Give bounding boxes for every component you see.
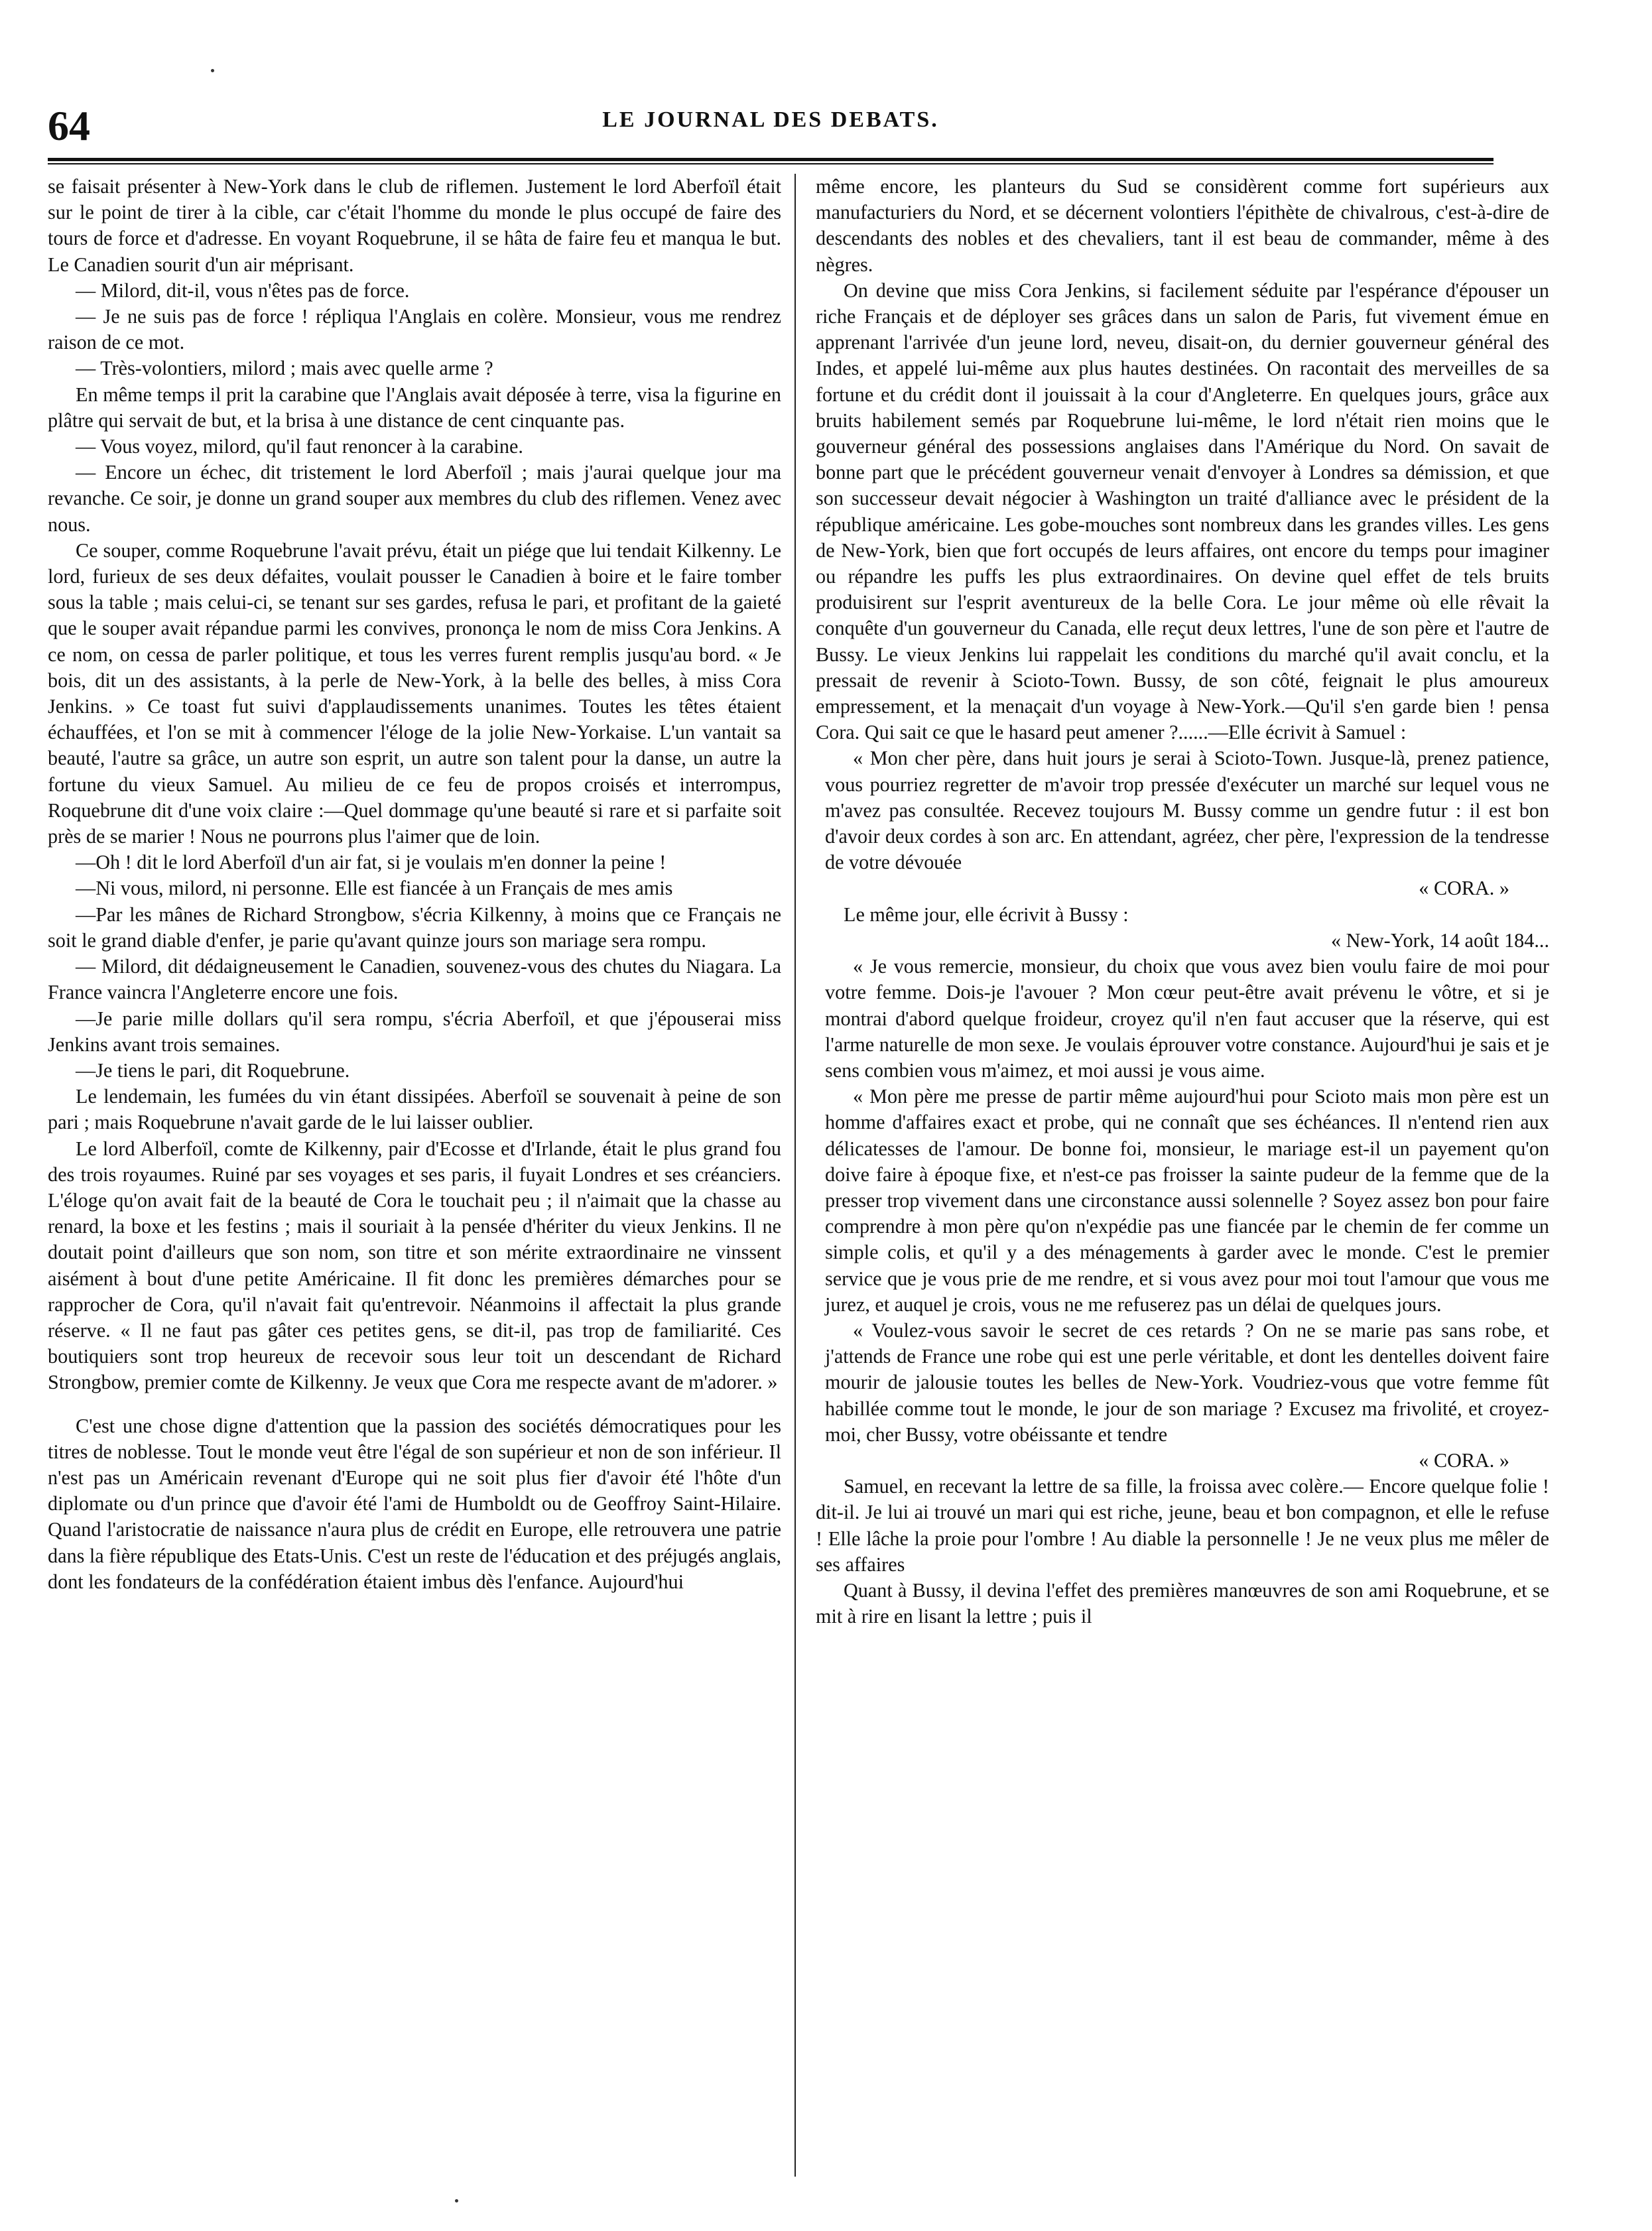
letter-paragraph: « Mon cher père, dans huit jours je serai à Scioto-Town. Jusque-là, prenez patience, vous pourriez regretter de m'avoir trop pressée d'exécuter un marché sur lequel vous ne m'avez pas consultée. Recevez toujours M. Bussy comme un gendre futur : il est bon d'avoir deux cordes à son arc. En attendant, agréez, cher père, l'expression de la tendresse de votre dévouée	[825, 747, 1549, 874]
letter-paragraph: « Mon père me presse de partir même aujourd'hui pour Scioto mais mon père est un homme d'affaires exact et probe, qui ne connaît que ses échéances. Il n'entend rien aux délicatesses de l'amour. De bonne foi, monsieur, le mariage est-il un payement qu'on doive faire à époque fixe, et n'est-ce pas froisser la sainte pudeur de la femme que de la presser trop vivement dans une circonstance aussi solennelle ? Soyez assez bon pour faire comprendre à mon père qu'on n'expédie pas une fiancée par le chemin de fer comme un simple colis, et qu'il y a des ménagements à garder avec le monde. C'est le premier service que je vous prie de me rendre, et si vous avez pour moi tout l'amour que vous me jurez, et auquel je crois, vous ne me refuserez pas un délai de quelques jours.	[825, 1085, 1549, 1316]
letter-paragraph: « Je vous remercie, monsieur, du choix que vous avez bien voulu faire de moi pour votre femme. Dois-je l'avouer ? Mon cœur peut-être avait prévenu le vôtre, et si je montrai d'abord quelque froideur, croyez qu'il n'en faut accuser que la réserve, qui est l'arme naturelle de mon sexe. Je voulais éprouver votre constance. Aujourd'hui je sais et je sens combien vous m'aimez, et moi aussi je vous aime.	[825, 955, 1549, 1082]
right-column	[816, 174, 1549, 2177]
paragraph: — Très-volontiers, milord ; mais avec quelle arme ?	[76, 357, 493, 380]
page-header	[48, 99, 1493, 153]
paragraph: Ce souper, comme Roquebrune l'avait prévu, était un piége que lui tendait Kilkenny. Le lord, furieux de ses deux défaites, voulait pousser le Canadien à boire et le faire tomber sous la table ; mais celui-ci, se tenant sur ses gardes, refusa le pari, et profitant de la gaieté que le souper avait répandue parmi les convives, prononça le nom de miss Cora Jenkins. A ce nom, on cessa de parler politique, et tous les verres furent remplis jusqu'au bord. « Je bois, dit un des assistants, à la perle de New-York, à la belle des belles, à miss Cora Jenkins. » Ce toast fut suivi d'applaudissements unanimes. Toutes les têtes étaient échauffées, et l'on se mit à commencer l'éloge de la jolie New-Yorkaise. L'un vantait sa beauté, l'autre sa grâce, un autre son esprit, un autre son talent pour la danse, un autre la fortune du vieux Samuel. Au milieu de ce feu de propos croisés et interrompus, Roquebrune dit d'une voix claire :—Quel dommage qu'une beauté si rare et si parfaite soit près de se marier ! Nous ne pourrons plus l'aimer que de loin.	[48, 539, 781, 848]
running-head: LE JOURNAL DES DEBATS.	[602, 107, 939, 132]
header-rule-thick	[48, 158, 1493, 161]
paragraph: même encore, les planteurs du Sud se considèrent comme fort supérieurs aux manufacturiers du Nord, et se décernent volontiers l'épithète de chivalrous, c'est-à-dire de descendants des nobles et des chevaliers, tant il est beau de commander, même à des nègres.	[816, 175, 1549, 276]
paragraph: Le lendemain, les fumées du vin étant dissipées. Aberfoïl se souvenait à peine de son pari ; mais Roquebrune n'avait garde de le lui laisser oublier.	[48, 1085, 781, 1134]
paragraph: En même temps il prit la carabine que l'Anglais avait déposée à terre, visa la figurine en plâtre qui servait de but, et la brisa à une distance de cent cinquante pas.	[48, 383, 781, 432]
letter-paragraph: « Voulez-vous savoir le secret de ces retards ? On ne se marie pas sans robe, et j'attends de France une robe qui est une perle véritable, et dont les dentelles doivent faire mourir de jalousie toutes les belles de New-York. Voudriez-vous que votre femme fût habillée comme tout le monde, le jour de son mariage ? Excusez ma frivolité, et croyez-moi, cher Bussy, votre obéissante et tendre	[825, 1318, 1549, 1446]
letter-signature: « CORA. »	[1419, 877, 1509, 900]
left-column	[48, 174, 781, 2177]
print-speck	[455, 2199, 458, 2202]
paragraph: Le même jour, elle écrivit à Bussy :	[844, 903, 1129, 926]
paragraph: —Par les mânes de Richard Strongbow, s'écria Kilkenny, à moins que ce Français ne soit le grand diable d'enfer, je parie qu'avant quinze jours son mariage sera rompu.	[48, 903, 781, 952]
paragraph: — Encore un échec, dit tristement le lord Aberfoïl ; mais j'aurai quelque jour ma revanche. Ce soir, je donne un grand souper aux membres du club des riflemen. Venez avec nous.	[48, 461, 781, 536]
paragraph: On devine que miss Cora Jenkins, si facilement séduite par l'espérance d'épouser un riche Français et de déployer ses grâces dans un salon de Paris, fut vivement émue en apprenant l'arrivée d'un jeune lord, neveu, disait-on, du dernier gouverneur général des Indes, et appelé lui-même aux plus hautes destinées. On racontait des merveilles de sa fortune et du crédit dont il jouissait à la cour d'Angleterre. En quelques jours, grâce aux bruits habilement semés par Roquebrune lui-même, le lord n'était rien moins que le gouverneur général des possessions anglaises dans l'Amérique du Nord. On savait de bonne part que le précédent gouverneur venait d'envoyer à Londres sa démission, et que son successeur devait négocier à Washington un traité d'alliance avec le président de la république américaine. Les gobe-mouches sont nombreux dans les grandes villes. Les gens de New-York, bien que fort occupés de leurs affaires, ont encore du temps pour imaginer ou répandre les puffs les plus extraordinaires. On devine quel effet de tels bruits produisirent sur l'esprit aventureux de la belle Cora. Le jour même où elle rêvait la conquête d'un gouverneur du Canada, elle reçut deux lettres, l'une de son père et l'autre de Bussy. Le vieux Jenkins lui rappelait les conditions du marché qu'il avait conclu, et la pressait de revenir à Scioto-Town. Bussy, de son côté, feignait le plus amoureux empressement, et la menaçait d'un voyage à New-York.—Qu'il s'en garde bien ! pensa Cora. Qui sait ce que le hasard peut amener ?......—Elle écrivit à Samuel :	[816, 279, 1549, 744]
paragraph: —Oh ! dit le lord Aberfoïl d'un air fat, si je voulais m'en donner la peine !	[76, 851, 667, 874]
paragraph: Le lord Alberfoïl, comte de Kilkenny, pair d'Ecosse et d'Irlande, était le plus grand fou des trois royaumes. Ruiné par ses voyages et ses paris, il fuyait Londres et ses créanciers. L'éloge qu'on avait fait de la beauté de Cora le touchait peu ; il n'aimait que la chasse au renard, la boxe et les festins ; mais il souriait à la pensée d'hériter du vieux Jenkins. Il ne doutait point d'ailleurs que son nom, son titre et son mérite extraordinaire ne vinssent aisément à bout d'une petite Américaine. Il fit donc les premières démarches pour se rapprocher de Cora, qu'il n'avait fait qu'entrevoir. Néanmoins il affectait la plus grande réserve. « Il ne faut pas gâter ces petites gens, se dit-il, pas trop de familiarité. Ces boutiquiers sont trop heureux de recevoir sous leur toit un descendant de Richard Strongbow, premier comte de Kilkenny. Je veux que Cora me respecte avant de m'adorer. »	[48, 1137, 781, 1394]
header-rule-thin	[48, 163, 1493, 164]
paragraph: —Ni vous, milord, ni personne. Elle est fiancée à un Français de mes amis	[76, 877, 673, 900]
paragraph: se faisait présenter à New-York dans le club de riflemen. Justement le lord Aberfoïl était sur le point de tirer à la cible, car c'était l'homme du monde le plus occupé de faire des tours de force et d'adresse. En voyant Roquebrune, il se hâta de faire feu et manqua le but. Le Canadien sourit d'un air méprisant.	[48, 175, 781, 276]
paragraph: —Je parie mille dollars qu'il sera rompu, s'écria Aberfoïl, et que j'épouserai miss Jenkins avant trois semaines.	[48, 1007, 781, 1056]
paragraph: — Je ne suis pas de force ! répliqua l'Anglais en colère. Monsieur, vous me rendrez raison de ce mot.	[48, 305, 781, 354]
page-number: 64	[48, 102, 90, 149]
paragraph: C'est une chose digne d'attention que la passion des sociétés démocratiques pour les titres de noblesse. Tout le monde veut être l'égal de son supérieur et non de son inférieur. Il n'est pas un Américain revenant d'Europe qui ne soit plus fier d'avoir été l'hôte d'un diplomate ou d'un prince que d'avoir été l'ami de Humboldt ou de Geoffroy Saint-Hilaire. Quand l'aristocratie de naissance n'aura plus de crédit en Europe, elle retrouvera une patrie dans la fière république des Etats-Unis. C'est un reste de l'éducation et des préjugés anglais, dont les fondateurs de la confédération étaient imbus dès l'enfance. Aujourd'hui	[48, 1414, 781, 1593]
letter-dateline: « New-York, 14 août 184...	[1331, 928, 1549, 952]
paragraph: — Milord, dit-il, vous n'êtes pas de force.	[76, 279, 410, 302]
paragraph: — Vous voyez, milord, qu'il faut renoncer à la carabine.	[76, 435, 523, 458]
column-divider	[794, 174, 796, 2177]
paragraph: Samuel, en recevant la lettre de sa fille, la froissa avec colère.— Encore quelque folie ! dit-il. Je lui ai trouvé un mari qui est riche, jeune, beau et bon compagnon, et elle le refuse ! Elle lâche la proie pour l'ombre ! Au diable la personnelle ! Je ne veux plus me mêler de ses affaires	[816, 1475, 1549, 1576]
letter-signature: « CORA. »	[1419, 1448, 1509, 1472]
paragraph: Quant à Bussy, il devina l'effet des premières manœuvres de son ami Roquebrune, et se mit à rire en lisant la lettre ; puis il	[816, 1578, 1549, 1628]
paragraph: —Je tiens le pari, dit Roquebrune.	[76, 1058, 350, 1082]
paragraph: — Milord, dit dédaigneusement le Canadien, souvenez-vous des chutes du Niagara. La France vaincra l'Angleterre encore une fois.	[48, 955, 781, 1004]
print-speck	[211, 69, 214, 72]
